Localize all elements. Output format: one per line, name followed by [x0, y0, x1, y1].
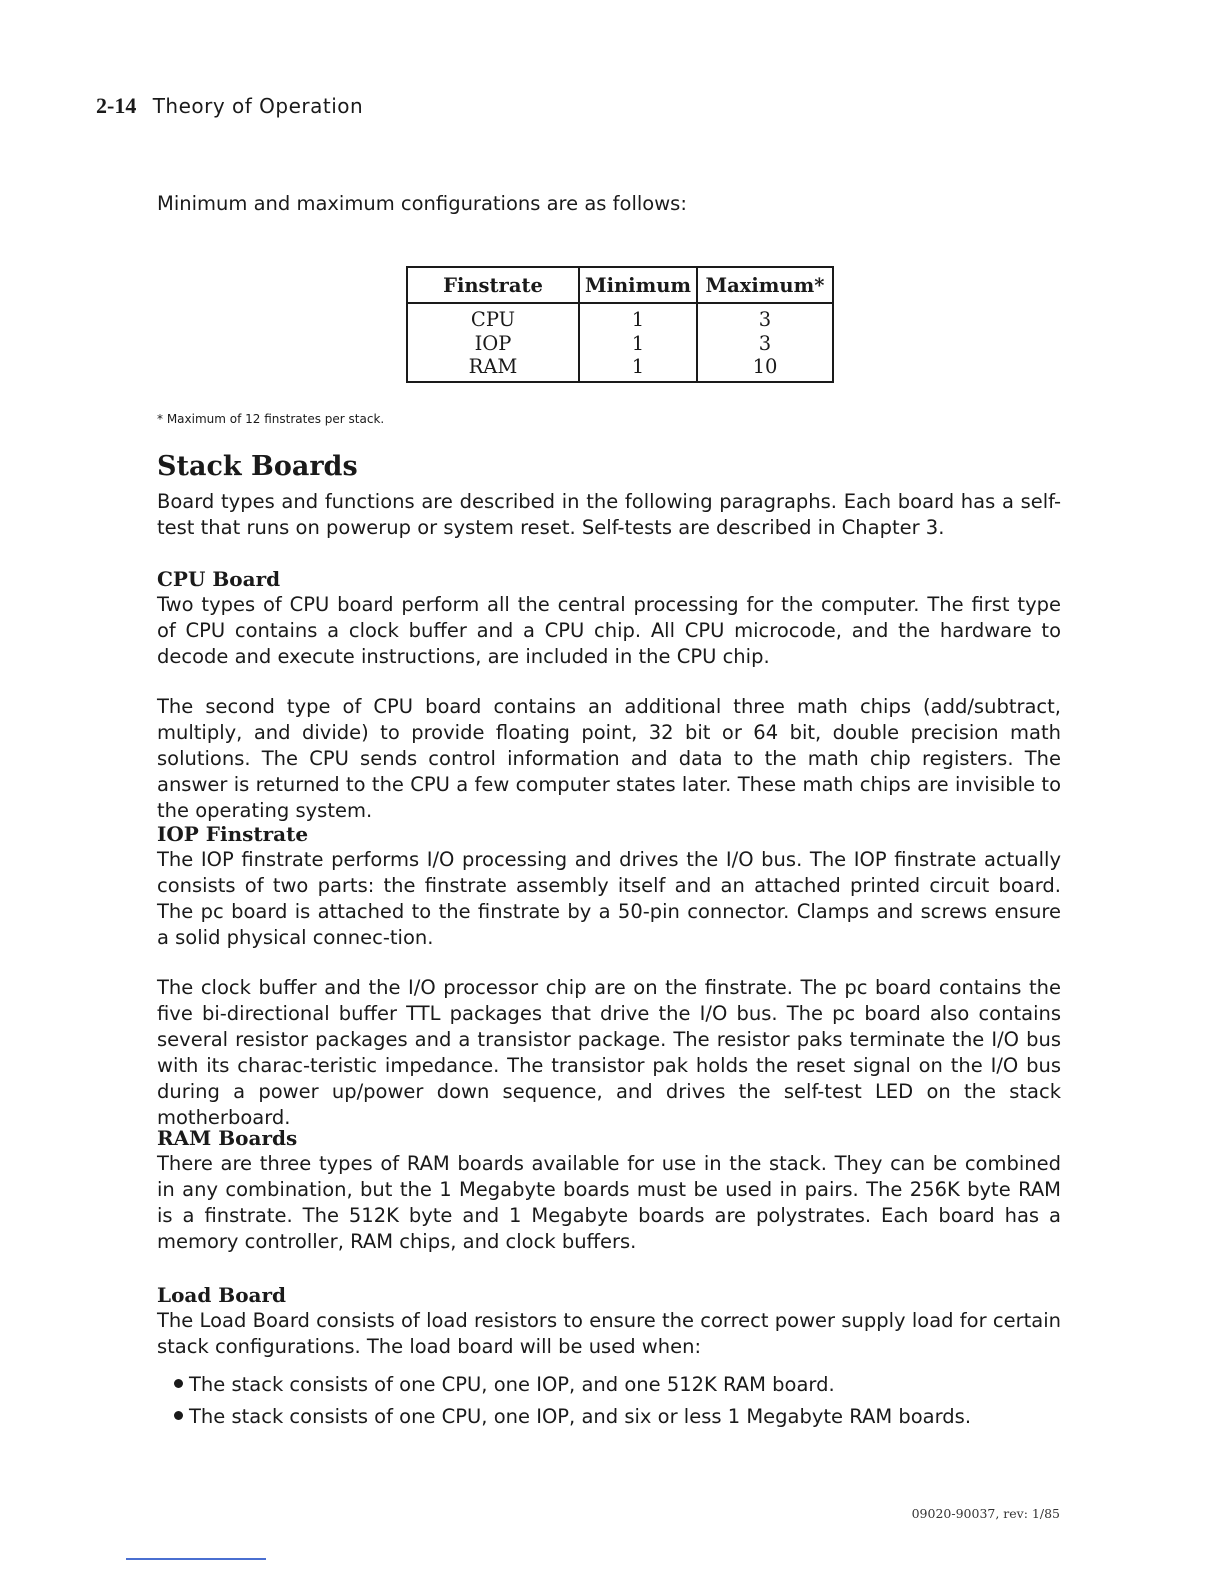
document-code-footer: 09020-90037, rev: 1/85	[911, 1506, 1060, 1521]
bottom-divider	[126, 1558, 266, 1560]
page-header	[96, 93, 363, 119]
table-cell: 10	[752, 355, 778, 378]
iop-finstrate-paragraph-1: The IOP finstrate performs I/O processing and drives the I/O bus. The IOP finstrate actually consists of two parts: the finstrate assembly itself and an attached printed circuit board. The pc board is attached to the finstrate by a 50-pin connector. Clamps and screws ensure a solid physical connec-tion.	[157, 848, 1061, 949]
ram-boards-section	[157, 1125, 1061, 1255]
load-board-paragraph: The Load Board consists of load resistors to ensure the correct power supply load for certain stack configurations. The load board will be used when:	[157, 1309, 1061, 1358]
table-cell: 3	[758, 331, 772, 355]
table-cell: 1	[631, 331, 645, 355]
cpu-board-paragraph-2: The second type of CPU board contains an additional three math chips (add/subtract, multiply, and divide) to provide floating point, 32 bit or 64 bit, double precision math solutions. The CPU sends control information and data to the math chip registers. The answer is returned to the CPU a few computer states later. These math chips are invisible to the operating system.	[157, 695, 1061, 822]
table-header-minimum: Minimum	[579, 267, 697, 303]
table-cell: IOP	[474, 331, 512, 355]
page-header-title: Theory of Operation	[152, 94, 364, 118]
table-cell: 3	[758, 308, 772, 331]
subheading-ram-boards: RAM Boards	[157, 1126, 298, 1150]
page-number: 2-14	[96, 93, 137, 118]
subheading-load-board: Load Board	[157, 1283, 287, 1307]
cpu-board-paragraph-1: Two types of CPU board perform all the central processing for the computer. The first type of CPU contains a clock buffer and a CPU chip. All CPU microcode, and the hardware to decode and execute instructions, are included in the CPU chip.	[157, 593, 1061, 668]
list-item-text: The stack consists of one CPU, one IOP, and six or less 1 Megabyte RAM boards.	[189, 1405, 972, 1428]
bullet-icon	[174, 1411, 183, 1420]
iop-finstrate-section	[157, 821, 1061, 1131]
stack-boards-section	[157, 489, 1061, 541]
subheading-cpu-board: CPU Board	[157, 567, 281, 591]
load-board-section	[157, 1282, 1061, 1436]
table-header-maximum: Maximum*	[697, 267, 833, 303]
stack-boards-paragraph: Board types and functions are described in the following paragraphs. Each board has a self-test that runs on powerup or system reset. Self-tests are described in Chapter 3.	[157, 490, 1061, 539]
table-cell: 1	[631, 355, 645, 378]
table-footnote: * Maximum of 12 finstrates per stack.	[157, 412, 385, 426]
section-heading-stack-boards: Stack Boards	[157, 451, 358, 482]
intro-text: Minimum and maximum configurations are as follows:	[157, 192, 687, 215]
list-item	[174, 1372, 1061, 1398]
list-item	[174, 1404, 1061, 1430]
iop-finstrate-paragraph-2: The clock buffer and the I/O processor chip are on the finstrate. The pc board contains the five bi-directional buffer TTL packages that drive the I/O bus. The pc board also contains several resistor packages and a transistor package. The resistor paks terminate the I/O bus with its charac-teristic impedance. The transistor pak holds the reset signal on the I/O bus during a power up/power down sequence, and drives the self-test LED on the stack motherboard.	[157, 976, 1061, 1129]
list-item-text: The stack consists of one CPU, one IOP, and one 512K RAM board.	[189, 1373, 835, 1396]
table-cell: CPU	[470, 308, 516, 331]
finstrate-column	[407, 303, 579, 382]
configuration-table	[406, 266, 834, 383]
table-cell: RAM	[468, 355, 518, 378]
bullet-icon	[174, 1379, 183, 1388]
table-body	[407, 303, 833, 382]
ram-boards-paragraph: There are three types of RAM boards available for use in the stack. They can be combined in any combination, but the 1 Megabyte boards must be used in pairs. The 256K byte RAM is a finstrate. The 512K byte and 1 Megabyte boards are polystrates. Each board has a memory controller, RAM chips, and clock buffers.	[157, 1152, 1061, 1253]
table-cell: 1	[631, 308, 645, 331]
maximum-column	[697, 303, 833, 382]
minimum-column	[579, 303, 697, 382]
load-board-bullet-list	[174, 1372, 1061, 1430]
cpu-board-section	[157, 566, 1061, 824]
subheading-iop-finstrate: IOP Finstrate	[157, 822, 309, 846]
table-header-finstrate: Finstrate	[407, 267, 579, 303]
